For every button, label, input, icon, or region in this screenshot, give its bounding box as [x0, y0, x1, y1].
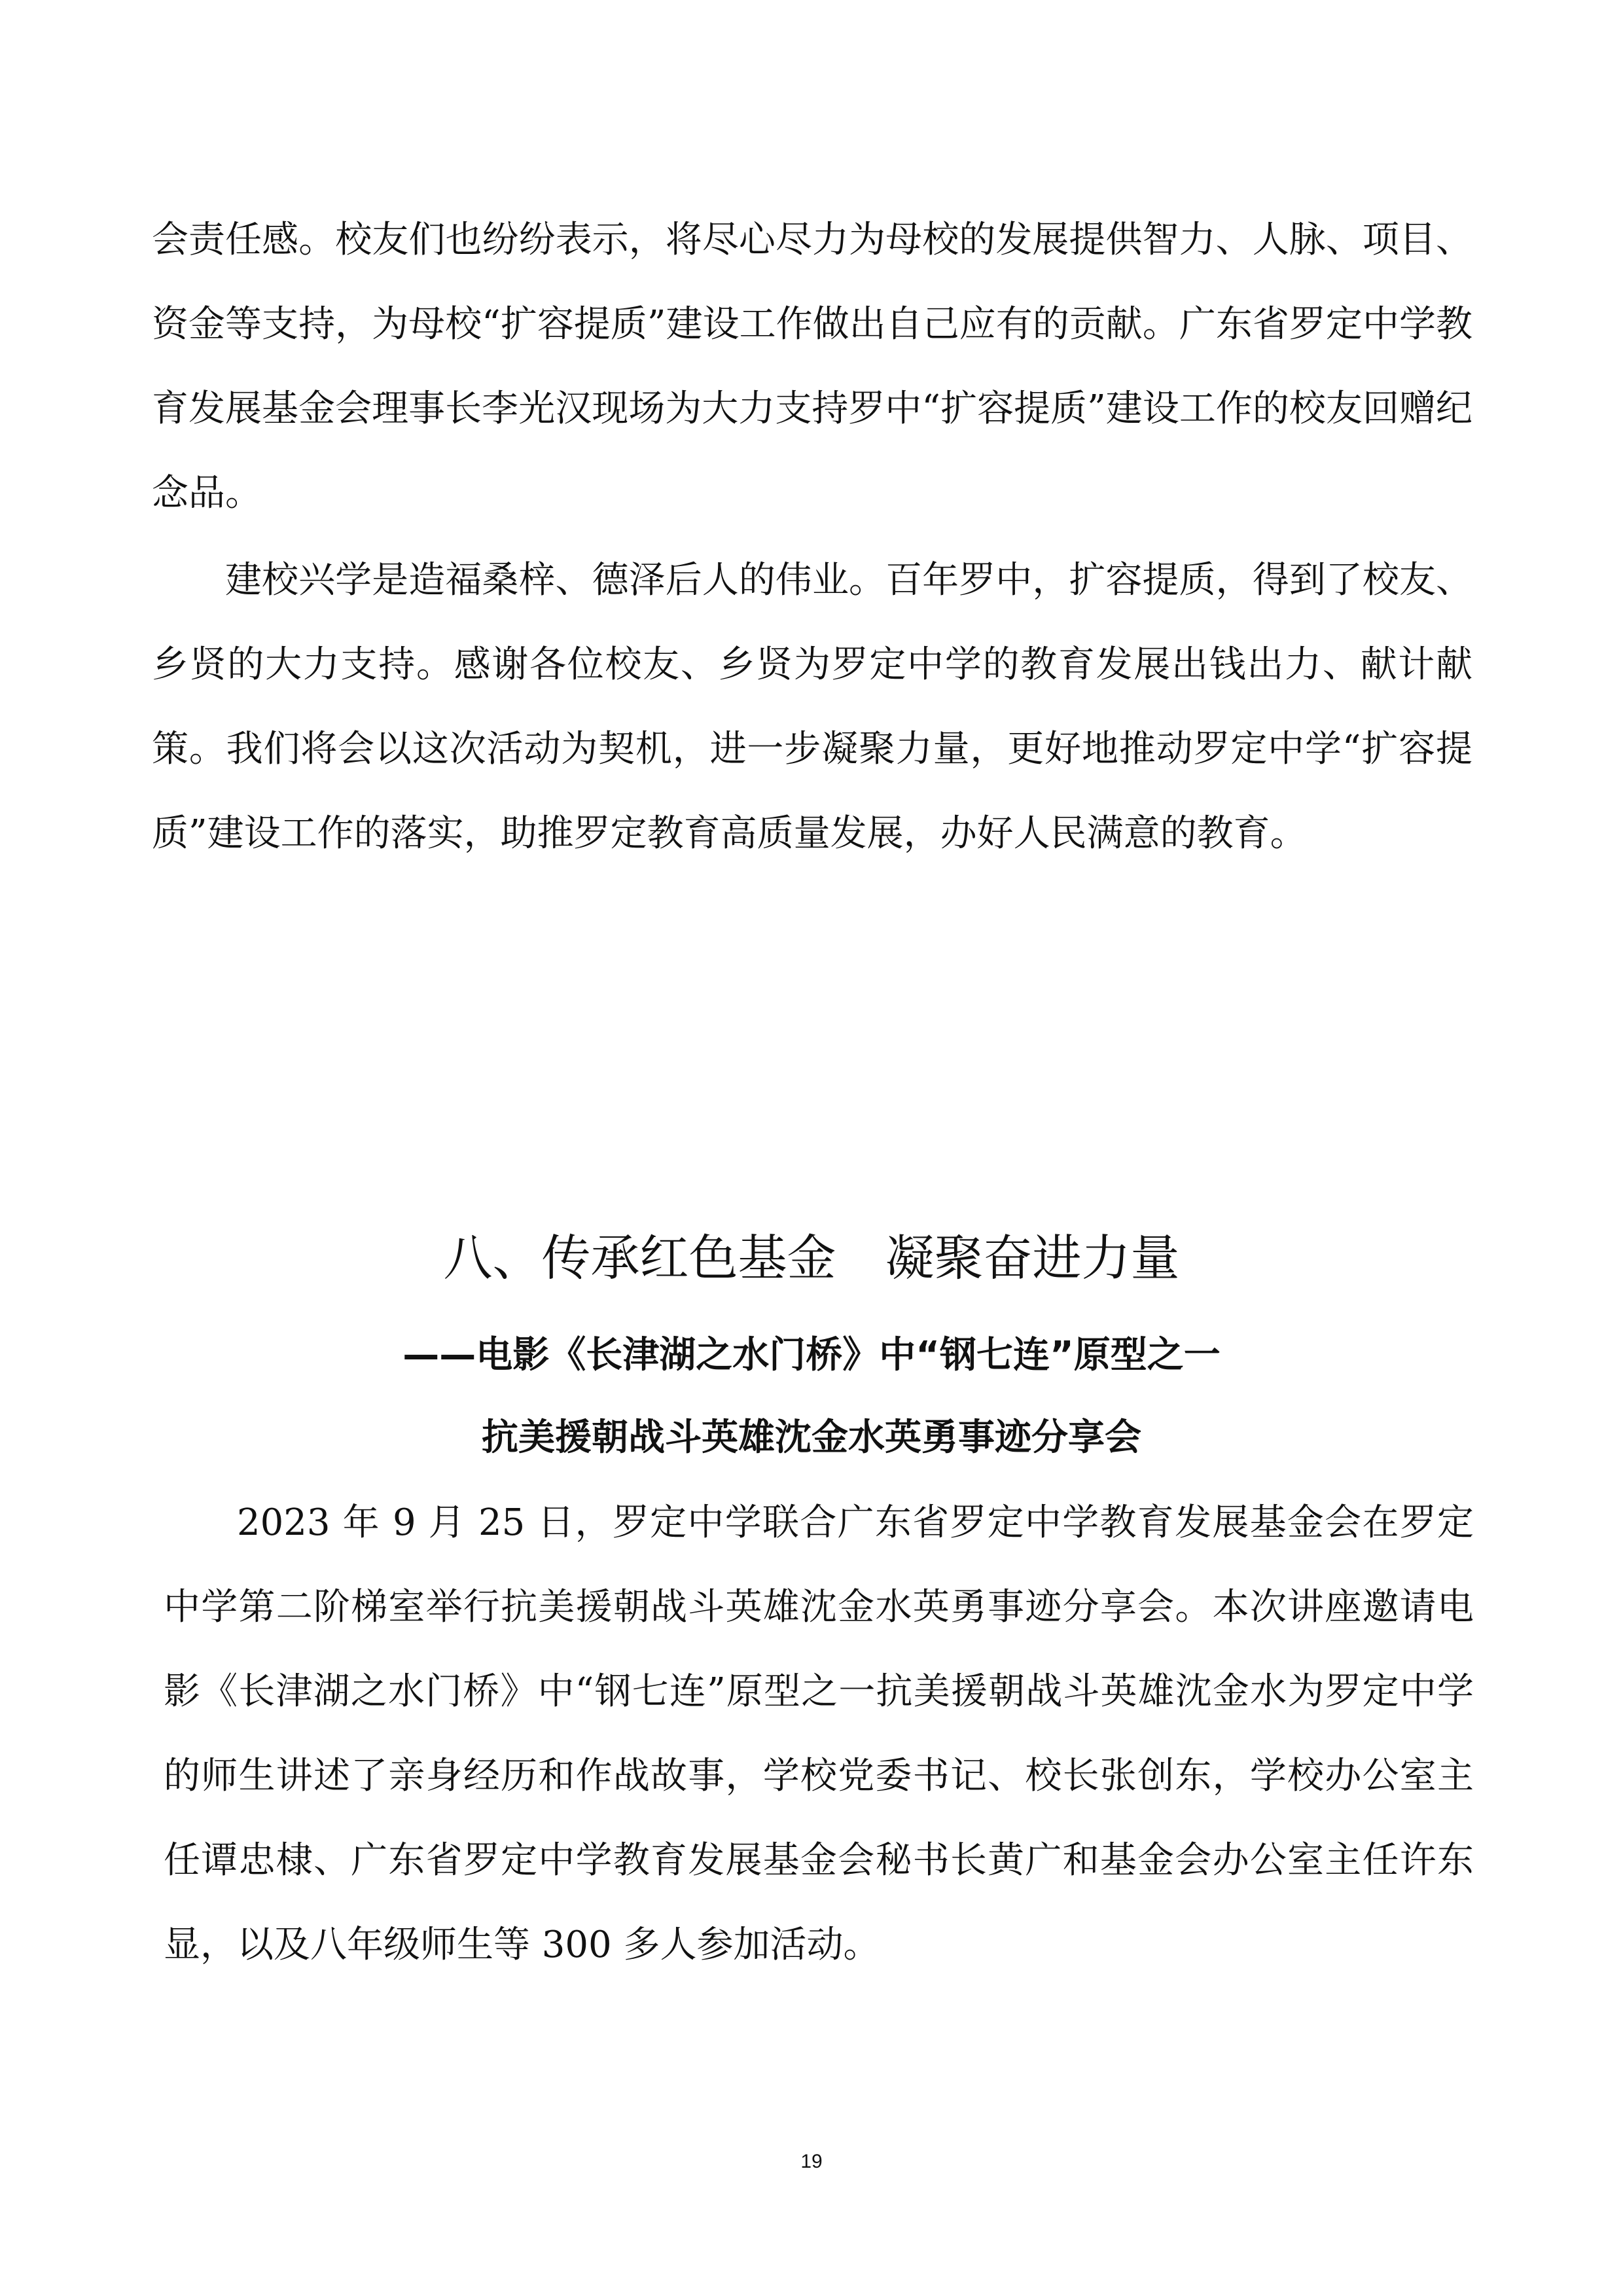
- section-subtitle-1: ——电影《长津湖之水门桥》中“钢七连”原型之一: [402, 1334, 1221, 1376]
- body-paragraph-2: 建校兴学是造福桑梓、德泽后人的伟业。百年罗中，扩容提质，得到了校友、乡贤的大力支持。感谢各位校友、乡贤为罗定中学的教育发展出钱出力、献计献策。我们将会以这次活动为契机，进一步凝聚力量，更好地推动罗定中学“扩容提质”建设工作的落实，助推罗定教育高质量发展，办好人民满意的教育。: [152, 559, 1472, 855]
- section-subtitle-2: 抗美援朝战斗英雄沈金水英勇事迹分享会: [482, 1416, 1141, 1459]
- section-paragraph: 2023 年 9 月 25 日，罗定中学联合广东省罗定中学教育发展基金会在罗定中学第二阶梯室举行抗美援朝战斗英雄沈金水英勇事迹分享会。本次讲座邀请电影《长津湖之水门桥》中“钢七连”原型之一抗美援朝战斗英雄沈金水为罗定中学的师生讲述了亲身经历和作战故事，学校党委书记、校长张创东，学校办公室主任谭忠棣、广东省罗定中学教育发展基金会秘书长黄广和基金会办公室主任许东显，以及八年级师生等 300 多人参加活动。: [164, 1501, 1474, 1966]
- body-paragraph-1: 会责任感。校友们也纷纷表示，将尽心尽力为母校的发展提供智力、人脉、项目、资金等支持，为母校“扩容提质”建设工作做出自己应有的贡献。广东省罗定中学教育发展基金会理事长李光汉现场为大力支持罗中“扩容提质”建设工作的校友回赠纪念品。: [152, 219, 1472, 514]
- page-number: 19: [800, 2151, 823, 2172]
- section-heading: 八、传承红色基金 凝聚奋进力量: [443, 1229, 1180, 1287]
